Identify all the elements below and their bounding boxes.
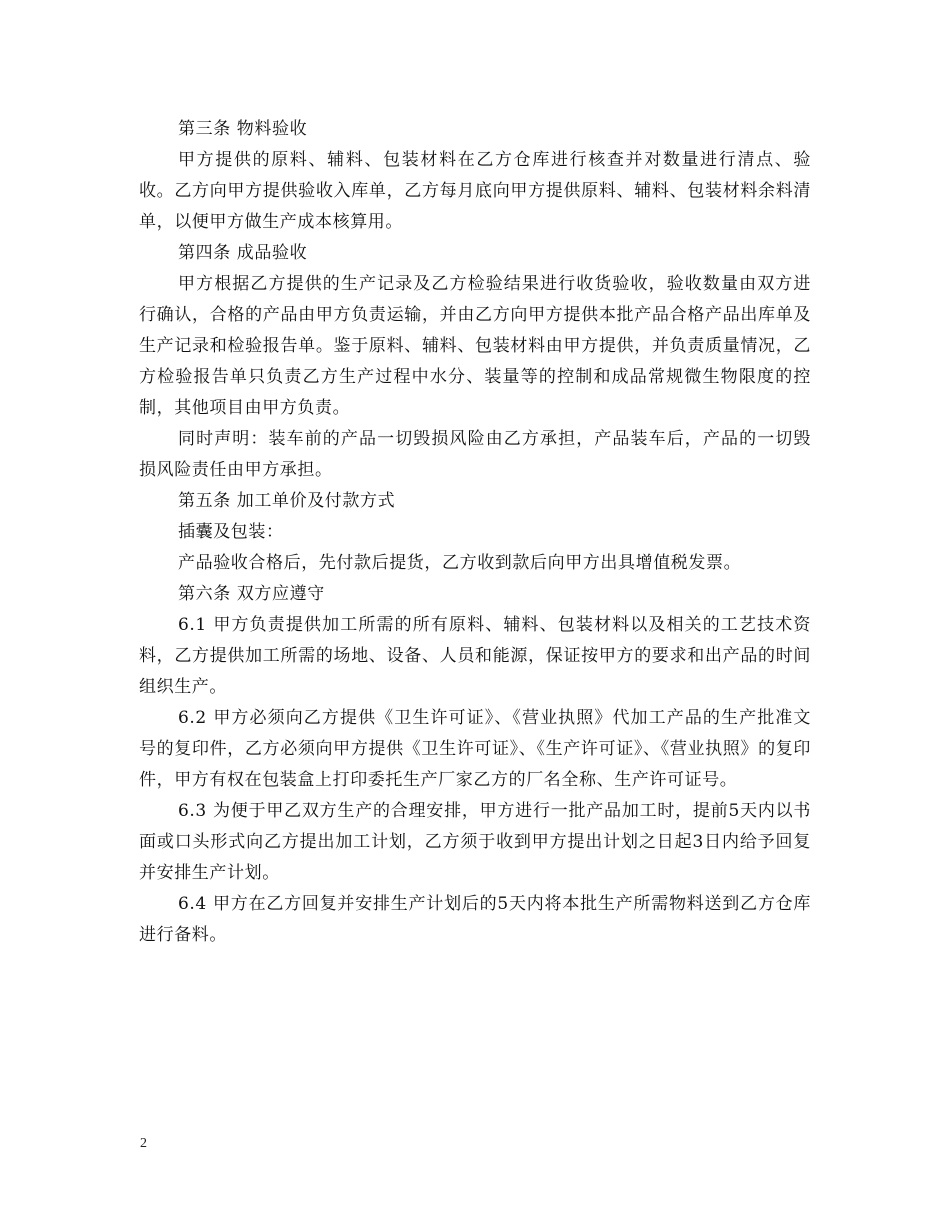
- paragraph-6-4: 6.4 甲方在乙方回复并安排生产计划后的5天内将本批生产所需物料送到乙方仓库进行备料。: [139, 894, 811, 945]
- section-heading-5: 第五条 加工单价及付款方式: [178, 491, 396, 511]
- paragraph-6-3: 6.3 为便于甲乙双方生产的合理安排，甲方进行一批产品加工时，提前5天内以书面或口头形式向乙方提出加工计划，乙方须于收到甲方提出计划之日起3日内给予回复并安排生产计划。: [139, 801, 811, 883]
- paragraph-material-acceptance: 甲方提供的原料、辅料、包装材料在乙方仓库进行核查并对数量进行清点、验收。乙方向甲方提供验收入库单，乙方每月底向甲方提供原料、辅料、包装材料余料清单，以便甲方做生产成本核算用。: [139, 150, 811, 232]
- paragraph-6-2: 6.2 甲方必须向乙方提供《卫生许可证》、《营业执照》代加工产品的生产批准文号的复印件，乙方必须向甲方提供《卫生许可证》、《生产许可证》、《营业执照》的复印件，甲方有权在包装盒上打印委托生产厂家乙方的厂名全称、生产许可证号。: [139, 708, 811, 790]
- page-number: 2: [140, 1136, 147, 1151]
- document-body: [139, 114, 811, 951]
- paragraph-risk-statement: 同时声明：装车前的产品一切毁损风险由乙方承担，产品装车后，产品的一切毁损风险责任由甲方承担。: [139, 429, 811, 480]
- paragraph-product-acceptance: 甲方根据乙方提供的生产记录及乙方检验结果进行收货验收，验收数量由双方进行确认，合格的产品由甲方负责运输，并由乙方向甲方提供本批产品合格产品出库单及生产记录和检验报告单。鉴于原料、辅料、包装材料由甲方提供，并负责质量情况，乙方检验报告单只负责乙方生产过程中水分、装量等的控制和成品常规微生物限度的控制，其他项目由甲方负责。: [139, 274, 811, 418]
- section-heading-3: 第三条 物料验收: [178, 119, 308, 139]
- paragraph-6-1: 6.1 甲方负责提供加工所需的所有原料、辅料、包装材料以及相关的工艺技术资料，乙方提供加工所需的场地、设备、人员和能源，保证按甲方的要求和出产品的时间组织生产。: [139, 615, 811, 697]
- section-heading-4: 第四条 成品验收: [178, 243, 308, 263]
- subheading-packaging: 插囊及包装：: [178, 522, 284, 542]
- section-heading-6: 第六条 双方应遵守: [178, 584, 325, 604]
- paragraph-payment: 产品验收合格后，先付款后提货，乙方收到款后向甲方出具增值税发票。: [178, 553, 742, 573]
